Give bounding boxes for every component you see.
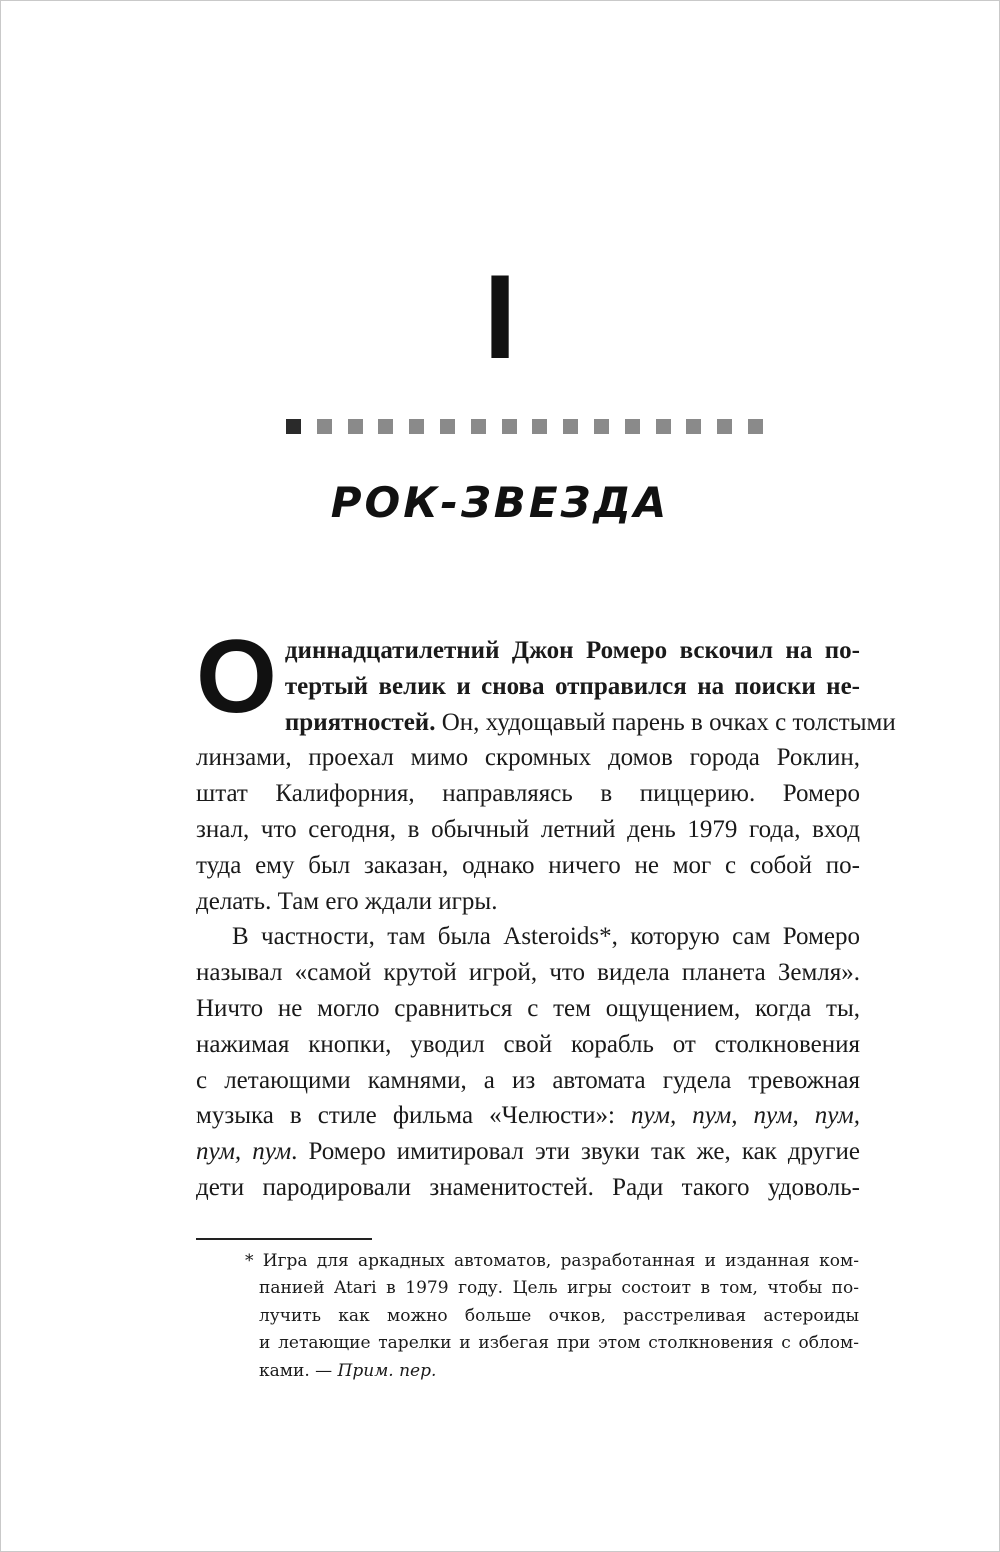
text-line: В частности, там была Asteroids*, которую сам Ромеро: [232, 923, 860, 951]
text-span: Он, худощавый парень в очках с толстыми: [435, 708, 896, 736]
italic-text: пум, пум: [196, 1138, 292, 1166]
decorative-square: [378, 419, 393, 434]
italic-text: пум, пум, пум, пум,: [631, 1102, 860, 1130]
text-span: музыка в стиле фильма «Челюсти»:: [196, 1102, 632, 1130]
decorative-square: [717, 419, 732, 434]
chapter-title: РОК-ЗВЕЗДА: [330, 478, 670, 527]
bold-lead: приятностей.: [284, 708, 436, 736]
text-line: диннадцатилетний Джон Ромеро вскочил на по-: [284, 637, 860, 664]
decorative-square: [656, 419, 671, 434]
decorative-square: [625, 419, 640, 434]
decorative-square: [286, 419, 301, 434]
text-span: ками. —: [259, 1360, 338, 1381]
text-line: [196, 705, 896, 741]
text-line: называл «самой крутой игрой, что видела планета Земля».: [196, 959, 860, 987]
decorative-square: [532, 419, 547, 434]
decorative-square: [748, 419, 763, 434]
footnote-line: лучить как можно больше очков, расстреливая астероиды: [259, 1305, 859, 1326]
text-line: [196, 1098, 860, 1134]
footnote-line: и летающие тарелки и избегая при этом столкновения с облом-: [259, 1333, 859, 1354]
text-line: с летающими камнями, а из автомата гудела тревожная: [196, 1066, 860, 1094]
text-line: туда ему был заказан, однако ничего не мог с собой по-: [196, 851, 860, 879]
paragraph-2: [196, 919, 860, 1205]
chapter-number: I: [483, 250, 517, 384]
text-line: нажимая кнопки, уводил свой корабль от столкновения: [196, 1030, 860, 1058]
text-line: Ничто не могло сравниться с тем ощущением, когда ты,: [196, 994, 860, 1022]
body-text: [196, 619, 896, 1206]
drop-cap: О: [196, 619, 277, 735]
footnote: [245, 1248, 859, 1385]
decorative-square-row: [286, 419, 779, 434]
decorative-square: [409, 419, 424, 434]
text-span: . Ромеро имитировал эти звуки так же, как другие: [291, 1138, 860, 1166]
paragraph-1: [196, 619, 896, 919]
footnote-line: [245, 1358, 859, 1385]
text-line: делать. Там его ждали игры.: [196, 887, 498, 915]
text-line: дети пародировали знаменитостей. Ради такого удоволь-: [196, 1173, 860, 1201]
decorative-square: [563, 419, 578, 434]
decorative-square: [317, 419, 332, 434]
text-line: [196, 1134, 860, 1170]
text-line: знал, что сегодня, в обычный летний день 1979 года, вход: [196, 815, 860, 843]
text-line: линзами, проехал мимо скромных домов города Роклин,: [196, 744, 860, 772]
decorative-square: [348, 419, 363, 434]
text-line: тертый велик и снова отправился на поиски не-: [284, 672, 860, 700]
decorative-square: [686, 419, 701, 434]
decorative-square: [440, 419, 455, 434]
footnote-line: * Игра для аркадных автоматов, разработанная и изданная ком-: [245, 1251, 859, 1271]
translator-note: Прим. пер.: [337, 1360, 437, 1381]
decorative-square: [502, 419, 517, 434]
footnote-rule: [196, 1238, 372, 1240]
footnote-line: панией Atari в 1979 году. Цель игры состоит в том, чтобы по-: [259, 1278, 859, 1299]
decorative-square: [471, 419, 486, 434]
text-line: штат Калифорния, направляясь в пиццерию. Ромеро: [196, 780, 860, 808]
decorative-square: [594, 419, 609, 434]
